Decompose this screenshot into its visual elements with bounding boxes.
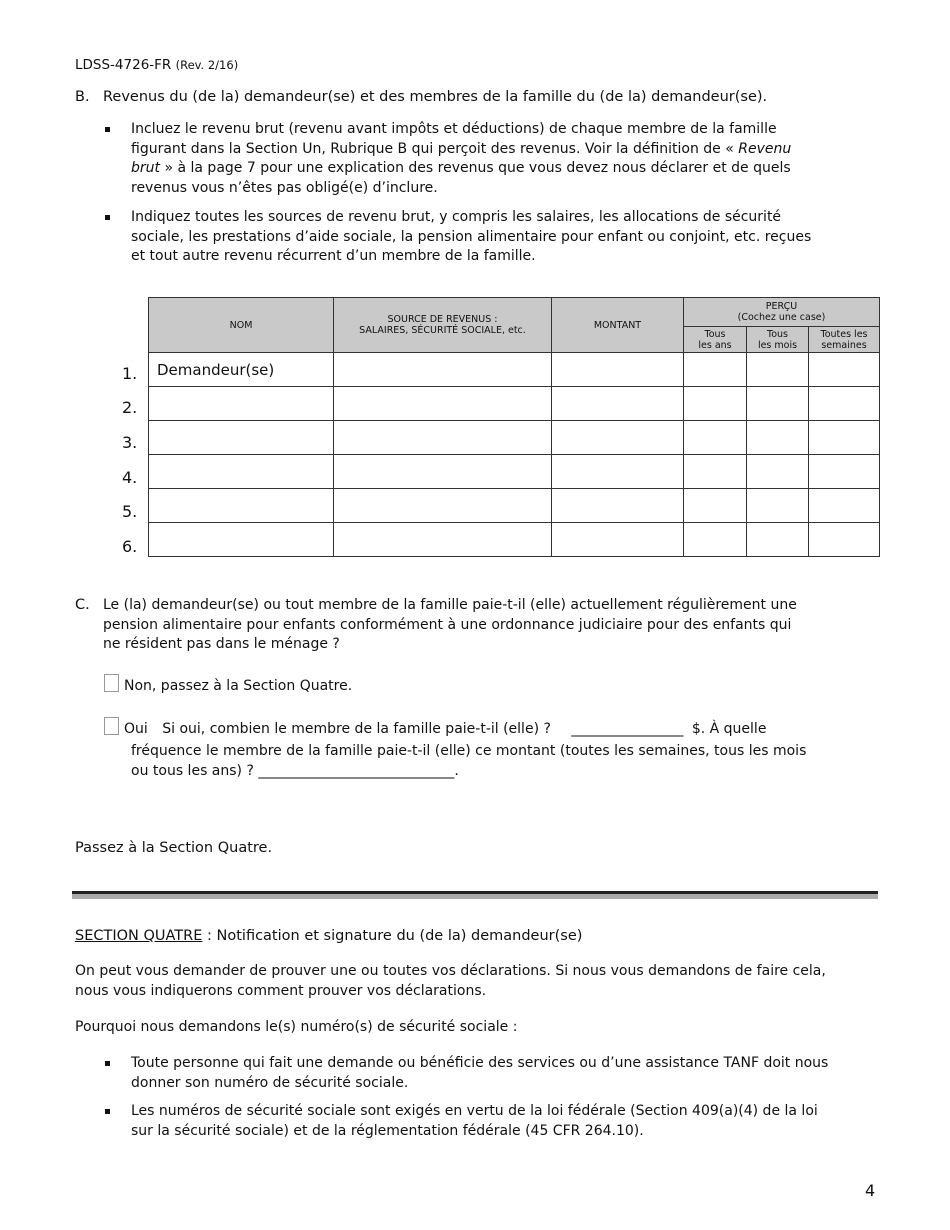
option-no-label: Non, passez à la Section Quatre. — [124, 678, 353, 694]
source-cell[interactable] — [334, 523, 552, 557]
table-row — [149, 421, 880, 455]
monthly-cell[interactable] — [747, 353, 809, 387]
section-b-letter: B. — [75, 89, 90, 105]
annual-cell[interactable] — [684, 455, 747, 489]
weekly-cell[interactable] — [809, 489, 880, 523]
weekly-cell[interactable] — [809, 421, 880, 455]
no-checkbox[interactable] — [104, 674, 119, 692]
table-row — [149, 455, 880, 489]
go-to-section-four: Passez à la Section Quatre. — [75, 840, 273, 856]
row-number: 4. — [122, 468, 138, 487]
option-yes-question: Si oui, combien le membre de la famille paie-t-il (elle) ? — [162, 721, 551, 737]
option-yes-label: Oui — [124, 721, 148, 737]
yes-checkbox[interactable] — [104, 717, 119, 735]
frequency-blank[interactable]: ou tous les ans) ? ____________________________. — [131, 762, 459, 779]
section-c-question: Le (la) demandeur(se) ou tout membre de la famille paie-t-il (elle) actuellement régulièrement une pension alimentaire pour enfants conformément à une ordonnance judiciaire pour des enfants qui ne résident pas dans le ménage ? — [103, 597, 797, 652]
header-montant: MONTANT — [552, 298, 684, 353]
amount-cell[interactable] — [552, 353, 684, 387]
bullet-1-line: brut » à la page 7 pour une explication des revenus que vous devez nous déclarer et de quels — [131, 160, 791, 176]
bullet-2-line: sociale, les prestations d’aide sociale, la pension alimentaire pour enfant ou conjoint, etc. reçues — [131, 228, 812, 245]
name-cell[interactable] — [149, 387, 334, 421]
monthly-cell[interactable] — [747, 387, 809, 421]
section-b-bullet-1 — [131, 120, 861, 198]
header-percu: PERÇU (Cochez une case) — [684, 298, 880, 327]
weekly-cell[interactable] — [809, 387, 880, 421]
amount-cell[interactable] — [552, 489, 684, 523]
option-yes-continued: fréquence le membre de la famille paie-t-il (elle) ce montant (toutes les semaines, tous les mois ou tous les ans) ? ____________________________. — [131, 742, 871, 781]
annual-cell[interactable] — [684, 489, 747, 523]
section-divider-shadow — [72, 894, 878, 899]
section-four-title: SECTION QUATRE : Notification et signature du (de la) demandeur(se) — [75, 928, 583, 944]
annual-cell[interactable] — [684, 387, 747, 421]
bullet-2-line: et tout autre revenu récurrent d’un membre de la famille. — [131, 248, 536, 264]
row-number: 2. — [122, 398, 138, 417]
section-four-para-1: On peut vous demander de prouver une ou toutes vos déclarations. Si nous vous demandons de faire cela, nous vous indiquerons comment prouver vos déclarations. — [75, 963, 826, 999]
weekly-cell[interactable] — [809, 455, 880, 489]
section-b-title: Revenus du (de la) demandeur(se) et des membres de la famille du (de la) demandeur(se). — [103, 89, 768, 105]
row-number: 1. — [122, 364, 138, 383]
source-cell[interactable] — [334, 353, 552, 387]
table-row — [149, 353, 880, 387]
bullet-icon — [105, 127, 110, 132]
source-cell[interactable] — [334, 489, 552, 523]
name-cell[interactable] — [149, 455, 334, 489]
bullet-1-line: Incluez le revenu brut (revenu avant impôts et déductions) de chaque membre de la famille — [131, 121, 777, 137]
source-cell[interactable] — [334, 455, 552, 489]
bullet-2-line: Indiquez toutes les sources de revenu brut, y compris les salaires, les allocations de sécurité — [131, 209, 782, 225]
row-number: 5. — [122, 502, 138, 521]
monthly-cell[interactable] — [747, 523, 809, 557]
monthly-cell[interactable] — [747, 455, 809, 489]
income-table — [148, 297, 880, 557]
name-cell[interactable] — [149, 523, 334, 557]
header-freq-annual: Tous les ans — [684, 327, 747, 353]
amount-cell[interactable] — [552, 421, 684, 455]
section-c-letter: C. — [75, 597, 90, 613]
monthly-cell[interactable] — [747, 421, 809, 455]
option-yes: Oui Si oui, combien le membre de la famille paie-t-il (elle) ? ________________ $. À quelle — [124, 721, 767, 737]
name-cell[interactable] — [149, 421, 334, 455]
annual-cell[interactable] — [684, 523, 747, 557]
amount-blank[interactable]: ________________ — [571, 721, 684, 737]
bullet-icon — [105, 1109, 110, 1114]
monthly-cell[interactable] — [747, 489, 809, 523]
bullet-1-line: figurant dans la Section Un, Rubrique B qui perçoit des revenus. Voir la définition de « Revenu — [131, 140, 792, 157]
header-freq-weekly: Toutes les semaines — [809, 327, 880, 353]
annual-cell[interactable] — [684, 353, 747, 387]
bullet-icon — [105, 215, 110, 220]
amount-cell[interactable] — [552, 455, 684, 489]
section-four-para-2: Pourquoi nous demandons le(s) numéro(s) de sécurité sociale : — [75, 1019, 518, 1035]
bullet-1-line: revenus vous n’êtes pas obligé(e) d’inclure. — [131, 179, 438, 196]
row-number: 3. — [122, 433, 138, 452]
table-row — [149, 489, 880, 523]
name-cell[interactable] — [149, 489, 334, 523]
source-cell[interactable] — [334, 387, 552, 421]
section-b-bullet-2 — [131, 208, 871, 267]
source-cell[interactable] — [334, 421, 552, 455]
table-row — [149, 387, 880, 421]
page-number: 4 — [865, 1181, 876, 1200]
section-four-bullet-1: Toute personne qui fait une demande ou bénéficie des services ou d’une assistance TANF doit nous donner son numéro de sécurité sociale. — [131, 1055, 829, 1091]
weekly-cell[interactable] — [809, 353, 880, 387]
form-revision: (Rev. 2/16) — [175, 58, 239, 72]
row-number: 6. — [122, 537, 138, 556]
bullet-icon — [105, 1061, 110, 1066]
form-id — [75, 57, 238, 73]
amount-cell[interactable] — [552, 523, 684, 557]
amount-cell[interactable] — [552, 387, 684, 421]
form-number: LDSS-4726-FR — [75, 57, 172, 73]
header-freq-monthly: Tous les mois — [747, 327, 809, 353]
annual-cell[interactable] — [684, 421, 747, 455]
section-four-bullet-2: Les numéros de sécurité sociale sont exigés en vertu de la loi fédérale (Section 409(a)(4) de la loi sur la sécurité sociale) et de la réglementation fédérale (45 CFR 264.10). — [131, 1103, 818, 1139]
name-cell[interactable]: Demandeur(se) — [149, 353, 334, 387]
header-source: SOURCE DE REVENUS : SALAIRES, SÉCURITÉ SOCIALE, etc. — [334, 298, 552, 353]
table-row — [149, 523, 880, 557]
header-nom: NOM — [149, 298, 334, 353]
weekly-cell[interactable] — [809, 523, 880, 557]
